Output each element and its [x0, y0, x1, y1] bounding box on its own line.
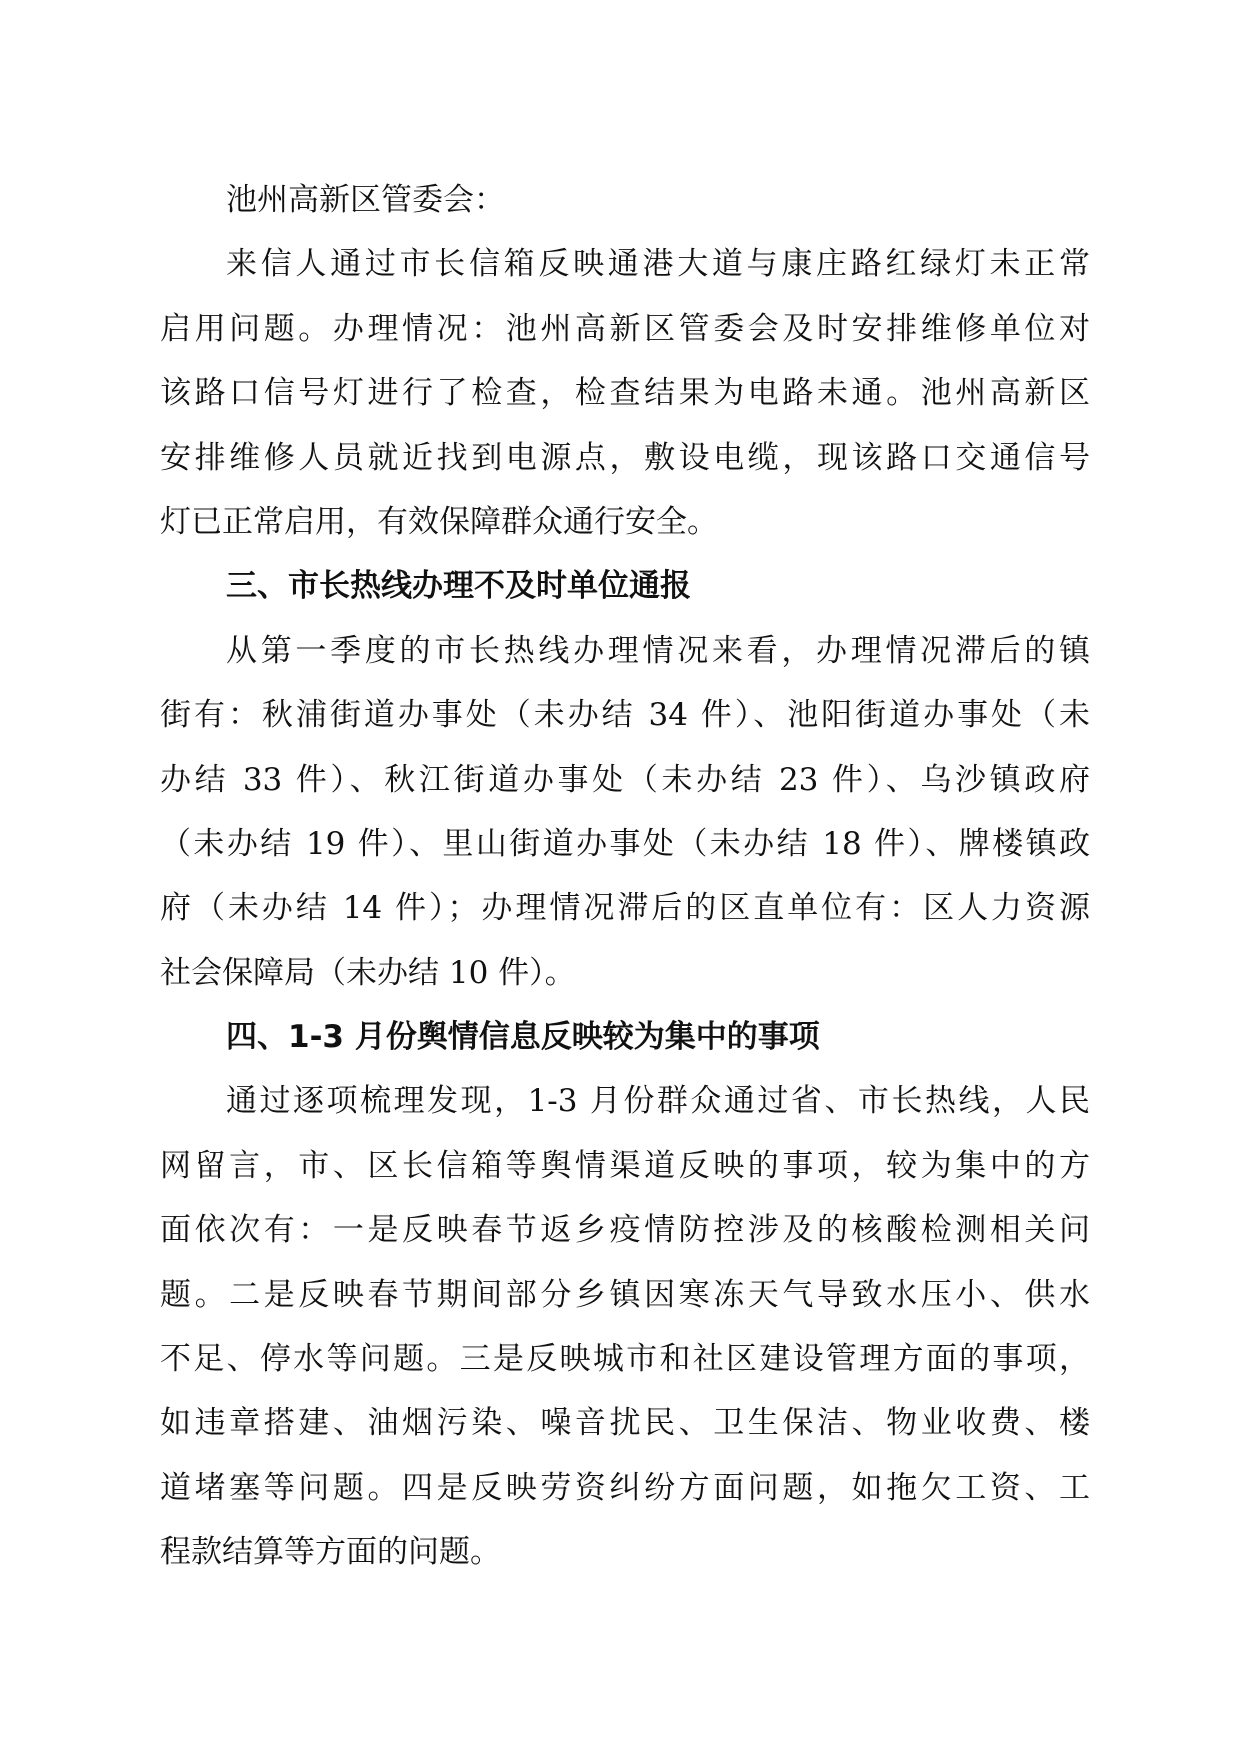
paragraph-line: 网留言，市、区长信箱等舆情渠道反映的事项，较为集中的方	[160, 1147, 1090, 1184]
paragraph-line: 面依次有：一是反映春节返乡疫情防控涉及的核酸检测相关问	[160, 1212, 1090, 1249]
document-body	[160, 168, 1090, 1585]
paragraph-hotline-case	[160, 232, 1090, 554]
paragraph-line: 从第一季度的市长热线办理情况来看，办理情况滞后的镇	[226, 632, 1090, 669]
paragraph-line: 启用问题。办理情况：池州高新区管委会及时安排维修单位对	[160, 310, 1090, 347]
paragraph-line: 街有：秋浦街道办事处（未办结 34 件）、池阳街道办事处（未	[160, 697, 1090, 734]
paragraph-line: 程款结算等方面的问题。	[160, 1534, 501, 1571]
paragraph-line: 通过逐项梳理发现，1-3 月份群众通过省、市长热线，人民	[226, 1083, 1090, 1120]
paragraph-line: 办结 33 件）、秋江街道办事处（未办结 23 件）、乌沙镇政府	[160, 761, 1090, 798]
paragraph-line: 社会保障局（未办结 10 件）。	[160, 954, 576, 991]
paragraph-late-units	[160, 619, 1090, 1005]
addressee: 池州高新区管委会：	[226, 182, 505, 218]
paragraph-concentrated-issues	[160, 1069, 1090, 1584]
paragraph-line: 来信人通过市长信箱反映通港大道与康庄路红绿灯未正常	[226, 246, 1090, 283]
paragraph-line: 安排维修人员就近找到电源点，敷设电缆，现该路口交通信号	[160, 439, 1090, 476]
paragraph-line: 题。二是反映春节期间部分乡镇因寒冻天气导致水压小、供水	[160, 1276, 1090, 1313]
paragraph-line: 道堵塞等问题。四是反映劳资纠纷方面问题，如拖欠工资、工	[160, 1469, 1090, 1506]
paragraph-line: 府（未办结 14 件）；办理情况滞后的区直单位有：区人力资源	[160, 890, 1090, 927]
section-heading-4: 四、1-3 月份舆情信息反映较为集中的事项	[226, 1019, 820, 1056]
paragraph-line: 不足、停水等问题。三是反映城市和社区建设管理方面的事项，	[160, 1341, 1090, 1378]
paragraph-line: （未办结 19 件）、里山街道办事处（未办结 18 件）、牌楼镇政	[160, 825, 1090, 862]
section-heading-3: 三、市长热线办理不及时单位通报	[226, 568, 691, 605]
paragraph-line: 该路口信号灯进行了检查，检查结果为电路未通。池州高新区	[160, 375, 1090, 412]
paragraph-line: 灯已正常启用，有效保障群众通行安全。	[160, 503, 718, 540]
paragraph-line: 如违章搭建、油烟污染、噪音扰民、卫生保洁、物业收费、楼	[160, 1405, 1090, 1442]
